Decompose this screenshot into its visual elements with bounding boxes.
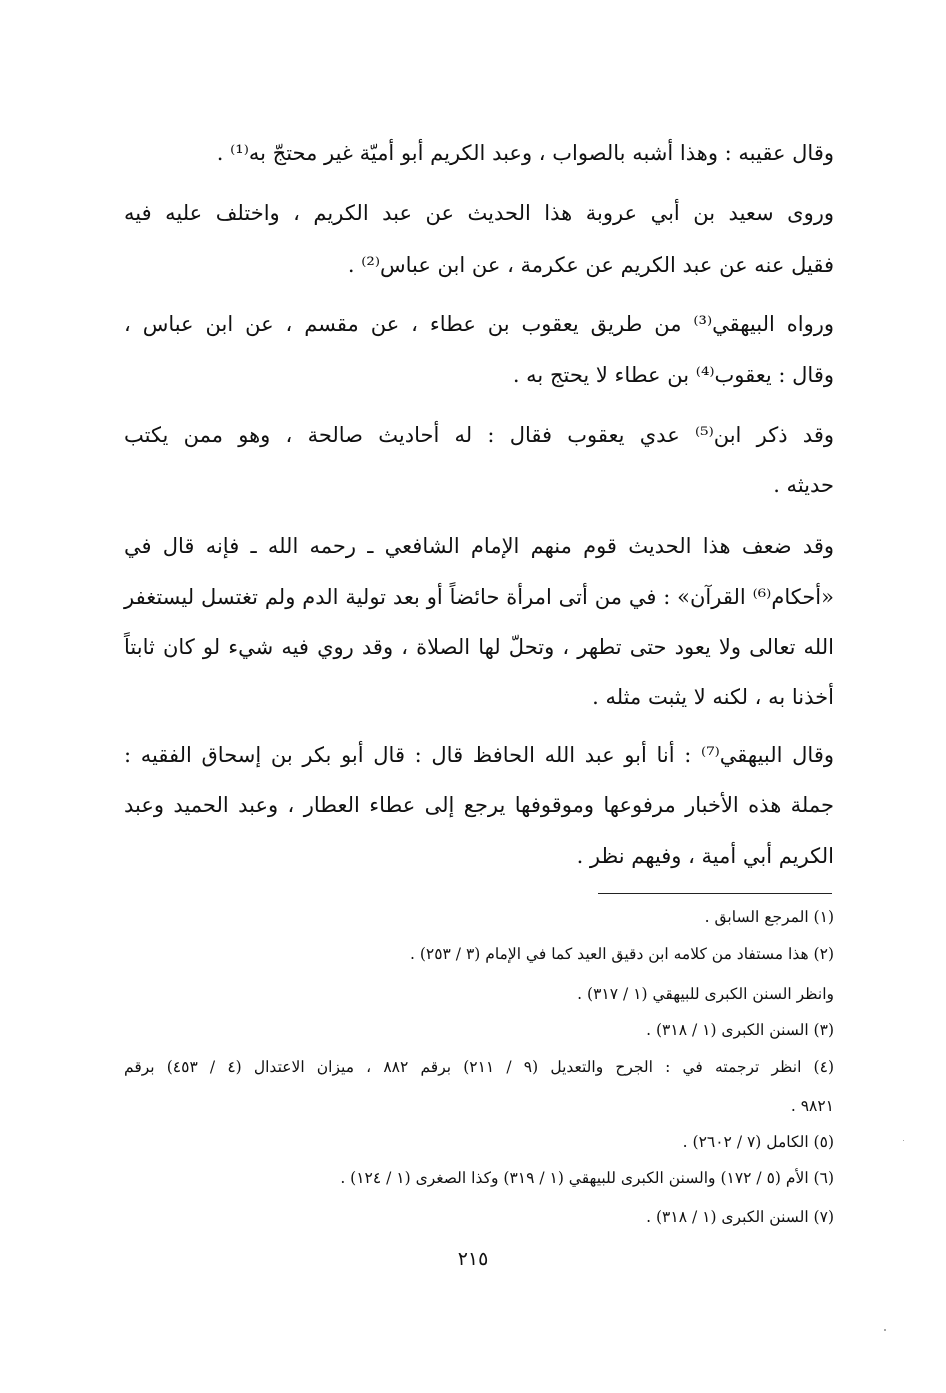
footnote-line: (٧) السنن الكبرى (١ / ٣١٨) . xyxy=(646,1208,834,1226)
footnote-line: (٥) الكامل (٧ / ٢٦٠٢) . xyxy=(682,1133,834,1151)
body-line: الكريم أبي أمية ، وفيهم نظر . xyxy=(576,844,834,868)
body-line: جملة هذه الأخبار مرفوعها وموقوفها يرجع إلى عطاء العطار ، وعبد الحميد وعبد xyxy=(124,793,834,817)
body-line: حديثه . xyxy=(773,473,834,497)
footnote-line: وانظر السنن الكبرى للبيهقي (١ / ٣١٧) . xyxy=(577,985,834,1003)
body-line: وقال البيهقي⁽⁷⁾ : أنا أبو عبد الله الحافظ قال : قال أبو بكر بن إسحاق الفقيه : xyxy=(124,743,834,767)
page-number: ٢١٥ xyxy=(457,1248,489,1270)
body-line: وقال : يعقوب⁽⁴⁾ بن عطاء لا يحتج به . xyxy=(512,363,834,387)
footnote-line: (١) المرجع السابق . xyxy=(704,908,834,926)
body-line: «أحكام⁽⁶⁾ القرآن» : في من أتى امرأة حائضاً أو بعد تولية الدم ولم تغتسل ليستغفر xyxy=(124,585,834,609)
scan-speck xyxy=(903,1140,904,1141)
footnote-line: (٢) هذا مستفاد من كلامه ابن دقيق العيد كما في الإمام (٣ / ٢٥٣) . xyxy=(409,945,834,963)
footnote-line: ٩٨٢١ . xyxy=(790,1097,834,1115)
body-line: وقال عقيبه : وهذا أشبه بالصواب ، وعبد الكريم أبو أميّة غير محتجّ به⁽¹⁾ . xyxy=(216,141,834,165)
body-line: وقد ضعف هذا الحديث قوم منهم الإمام الشافعي ـ رحمه الله ـ فإنه قال في xyxy=(124,534,834,558)
body-line: وقد ذكر ابن⁽⁵⁾ عدي يعقوب فقال : له أحاديث صالحة ، وهو ممن يكتب xyxy=(124,423,835,447)
body-line: فقيل عنه عن عبد الكريم عن عكرمة ، عن ابن عباس⁽²⁾ . xyxy=(347,253,834,277)
footnote-line: (٣) السنن الكبرى (١ / ٣١٨) . xyxy=(646,1021,834,1039)
footnote-separator xyxy=(598,893,832,894)
body-line: أخذنا به ، لكنه لا يثبت مثله . xyxy=(592,685,834,709)
body-line: ورواه البيهقي⁽³⁾ من طريق يعقوب بن عطاء ، عن مقسم ، عن ابن عباس ، xyxy=(124,312,834,336)
scan-speck xyxy=(884,1329,886,1331)
body-line: الله تعالى ولا يعود حتى تطهر ، وتحلّ لها الصلاة ، وقد روي فيه شيء لو كان ثابتاً xyxy=(124,635,834,659)
footnote-line: (٦) الأم (٥ / ١٧٢) والسنن الكبرى للبيهقي (١ / ٣١٩) وكذا الصغرى (١ / ١٢٤) . xyxy=(340,1169,834,1187)
footnote-line: (٤) انظر ترجمته في : الجرح والتعديل (٩ / ٢١١) برقم ٨٨٢ ، ميزان الاعتدال (٤ / ٤٥٣) برقم xyxy=(124,1058,834,1076)
body-line: وروى سعيد بن أبي عروبة هذا الحديث عن عبد الكريم ، واختلف عليه فيه xyxy=(124,201,834,225)
